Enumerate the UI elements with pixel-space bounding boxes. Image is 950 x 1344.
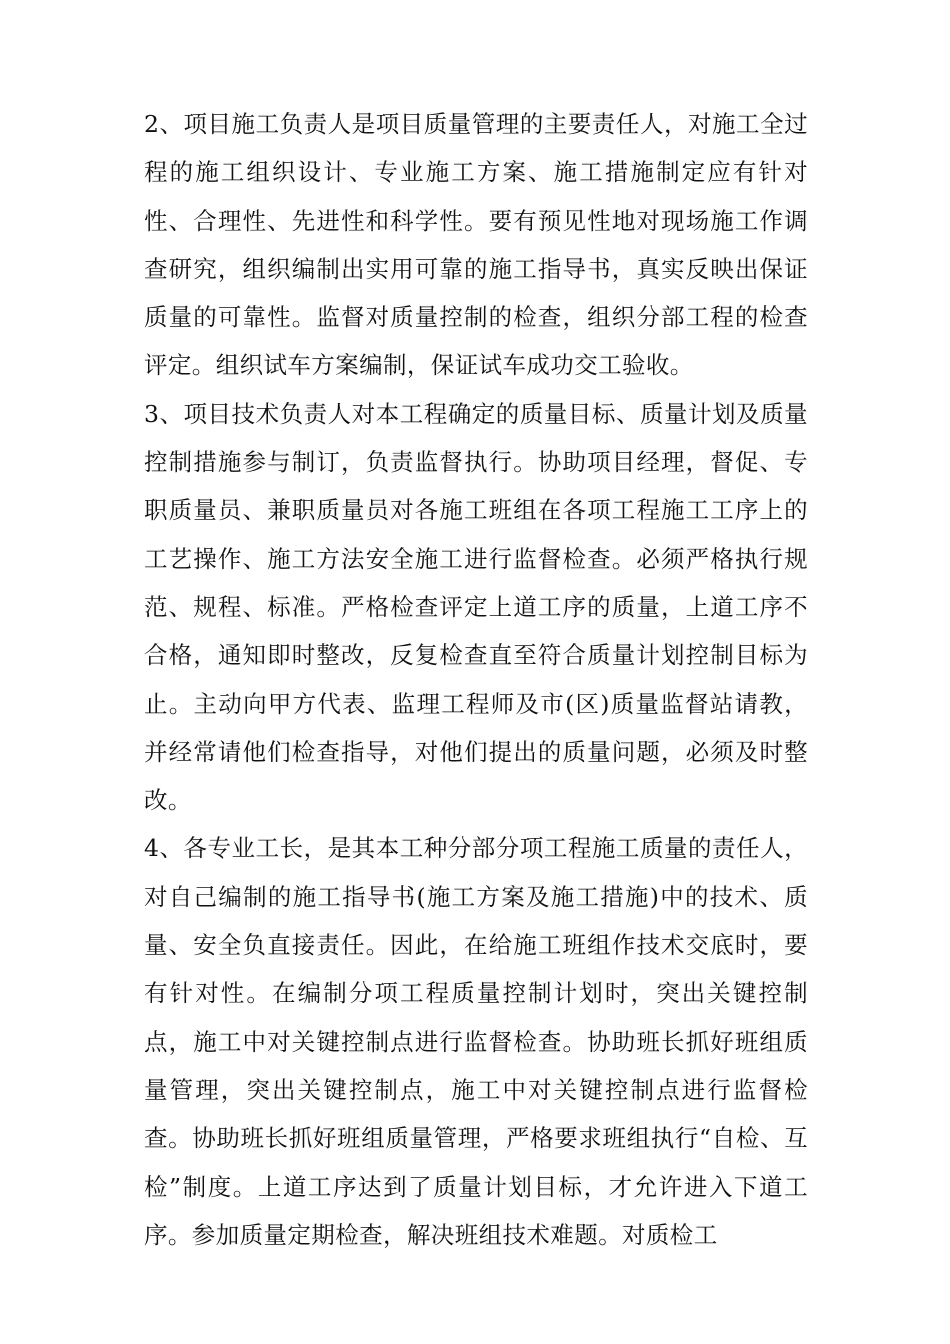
document-body [144,100,808,1259]
paragraph-item-2: 2、项目施工负责人是项目质量管理的主要责任人，对施工全过程的施工组织设计、专业施工方案、施工措施制定应有针对性、合理性、先进性和科学性。要有预见性地对现场施工作调查研究，组织编制出实用可靠的施工指导书，真实反映出保证质量的可靠性。监督对质量控制的检查，组织分部工程的检查评定。组织试车方案编制，保证试车成功交工验收。 [144,110,808,380]
paragraph-item-4: 4、各专业工长，是其本工种分部分项工程施工质量的责任人，对自己编制的施工指导书(施工方案及施工措施)中的技术、质量、安全负直接责任。因此，在给施工班组作技术交底时，要有针对性。在编制分项工程质量控制计划时，突出关键控制点，施工中对关键控制点进行监督检查。协助班长抓好班组质量管理，突出关键控制点，施工中对关键控制点进行监督检查。协助班长抓好班组质量管理，严格要求班组执行“自检、互检”制度。上道工序达到了质量计划目标，才允许进入下道工序。参加质量定期检查，解决班组技术难题。对质检工 [144,834,808,1249]
paragraph-item-3: 3、项目技术负责人对本工程确定的质量目标、质量计划及质量控制措施参与制订，负责监督执行。协助项目经理，督促、专职质量员、兼职质量员对各施工班组在各项工程施工工序上的工艺操作、施工方法安全施工进行监督检查。必须严格执行规范、规程、标准。严格检查评定上道工序的质量，上道工序不合格，通知即时整改，反复检查直至符合质量计划控制目标为止。主动向甲方代表、监理工程师及市(区)质量监督站请教，并经常请他们检查指导，对他们提出的质量问题，必须及时整改。 [144,399,808,815]
